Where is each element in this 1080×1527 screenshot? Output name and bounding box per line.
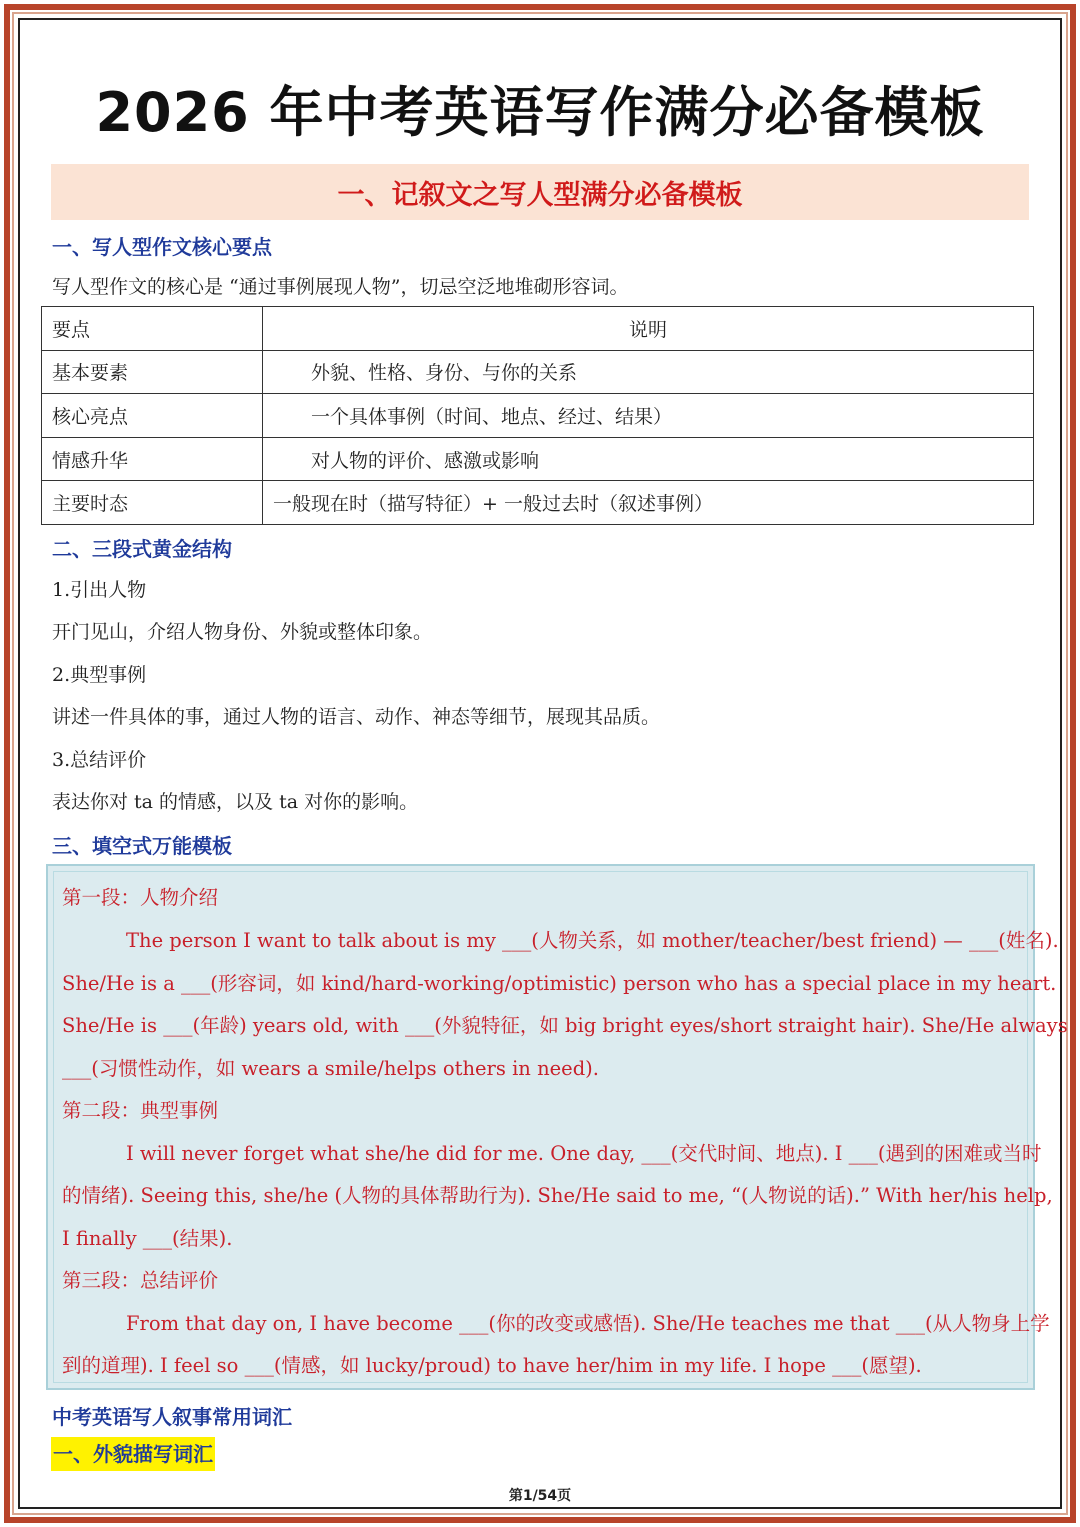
page-title: 2026 年中考英语写作满分必备模板 — [95, 81, 985, 144]
structure-item-title: 1.引出人物 — [52, 579, 147, 601]
template-paragraph-label: 第三段：总结评价 — [62, 1269, 219, 1292]
table-cell: 情感升华 — [42, 437, 263, 481]
table-cell: 核心亮点 — [42, 394, 263, 438]
vocab-sub-heading-highlighted: 一、外貌描写词汇 — [51, 1437, 215, 1471]
page-number: 第1/54页 — [508, 1488, 572, 1504]
table-row — [42, 350, 1034, 394]
table-row — [42, 437, 1034, 481]
structure-item-title: 2.典型事例 — [52, 664, 147, 686]
template-line: I will never forget what she/he did for me. One day, ___(交代时间、地点). I ___(遇到的困难或当时 — [126, 1142, 1042, 1165]
table-cell: 主要时态 — [42, 481, 263, 525]
template-line: I finally ___(结果). — [62, 1227, 233, 1250]
table-header-row — [42, 307, 1034, 351]
table-header-cell: 说明 — [263, 307, 1034, 351]
table-cell: 外貌、性格、身份、与你的关系 — [263, 350, 1034, 394]
banner-text: 一、记叙文之写人型满分必备模板 — [337, 179, 743, 211]
table-cell: 一个具体事例（时间、地点、经过、结果） — [263, 394, 1034, 438]
table-cell: 对人物的评价、感激或影响 — [263, 437, 1034, 481]
structure-item-desc: 表达你对 ta 的情感，以及 ta 对你的影响。 — [52, 791, 419, 813]
template-line: She/He is a ___(形容词，如 kind/hard-working/optimistic) person who has a special place in my heart. — [62, 972, 1057, 995]
template-line: From that day on, I have become ___(你的改变或感悟). She/He teaches me that ___(从人物身上学 — [126, 1312, 1050, 1335]
template-line: 到的道理). I feel so ___(情感，如 lucky/proud) to have her/him in my life. I hope ___(愿望). — [62, 1354, 922, 1377]
template-line: ___(习惯性动作，如 wears a smile/helps others in need). — [62, 1057, 599, 1080]
table-row — [42, 481, 1034, 525]
vocab-heading: 中考英语写人叙事常用词汇 — [52, 1405, 292, 1429]
template-paragraph-label: 第二段：典型事例 — [62, 1099, 219, 1122]
template-line: 的情绪). Seeing this, she/he (人物的具体帮助行为). She/He said to me, “(人物说的话).” With her/his help, — [62, 1184, 1053, 1207]
structure-item-desc: 讲述一件具体的事，通过人物的语言、动作、神态等细节，展现其品质。 — [52, 706, 661, 728]
table-row — [42, 394, 1034, 438]
template-box — [46, 864, 1068, 1390]
section1-intro: 写人型作文的核心是 “通过事例展现人物”，切忌空泛地堆砌形容词。 — [52, 276, 629, 298]
template-line: She/He is ___(年龄) years old, with ___(外貌特征，如 big bright eyes/short straight hair). She/He always — [62, 1014, 1068, 1037]
template-paragraph-label: 第一段：人物介绍 — [62, 886, 219, 909]
key-points-table — [41, 306, 1034, 525]
section2-heading: 二、三段式黄金结构 — [52, 537, 232, 561]
section1-heading: 一、写人型作文核心要点 — [52, 235, 272, 259]
table-header-cell: 要点 — [42, 307, 263, 351]
section-banner — [51, 164, 1029, 220]
structure-item-desc: 开门见山，介绍人物身份、外貌或整体印象。 — [52, 621, 433, 643]
template-line: The person I want to talk about is my ___(人物关系，如 mother/teacher/best friend) — ___(姓名). — [126, 929, 1059, 952]
table-cell: 一般现在时（描写特征）+ 一般过去时（叙述事例） — [263, 481, 1034, 525]
table-cell: 基本要素 — [42, 350, 263, 394]
structure-item-title: 3.总结评价 — [52, 749, 147, 771]
section3-heading: 三、填空式万能模板 — [52, 834, 232, 858]
